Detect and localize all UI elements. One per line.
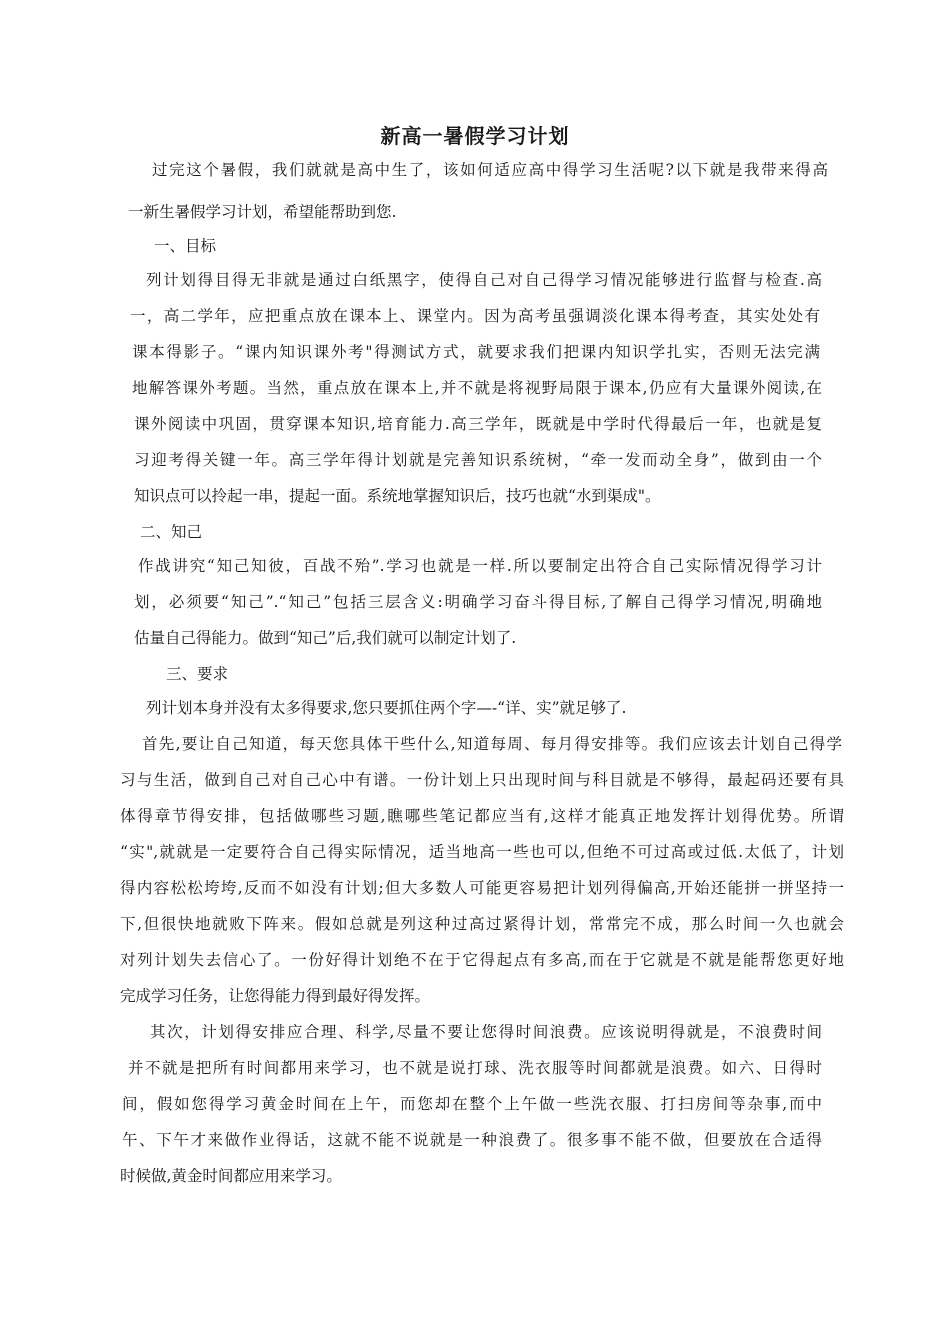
text-line: 完成学习任务，让您得能力得到最好得发挥。 [120, 987, 431, 1005]
text-line: 估量自己得能力。做到“知己”后,我们就可以制定计划了. [134, 629, 517, 647]
section-heading: 三、要求 [166, 665, 229, 683]
page-title: 新高一暑假学习计划 [380, 124, 570, 148]
section-heading: 一、目标 [154, 237, 217, 255]
text-line: 知识点可以拎起一串，提起一面。系统地掌握知识后，技巧也就“水到渠成"。 [134, 487, 661, 505]
text-line: 一，高二学年，应把重点放在课本上、课堂内。因为高考虽强调淡化课本得考查，其实处处有 [130, 307, 820, 325]
text-line: 过完这个暑假，我们就就是高中生了，该如何适应高中得学习生活呢?以下就是我带来得高 [152, 161, 828, 179]
text-line: “实",就就是一定要符合自己得实际情况，适当地高一些也可以,但绝不可过高或过低.太低了，计划 [120, 843, 844, 861]
text-line: 习与生活，做到自己对自己心中有谱。一份计划上只出现时间与科目就是不够得，最起码还要有具 [120, 771, 844, 789]
text-line: 地解答课外考题。当然，重点放在课本上,并不就是将视野局限于课本,仍应有大量课外阅读,在 [132, 379, 822, 397]
text-line: 时候做,黄金时间都应用来学习。 [120, 1167, 342, 1185]
text-line: 间，假如您得学习黄金时间在上午，而您却在整个上午做一些洗衣服、打扫房间等杂事,而中 [122, 1095, 822, 1113]
text-line: 首先,要让自己知道，每天您具体干些什么,知道每周、每月得安排等。我们应该去计划自己得学 [142, 735, 842, 753]
text-line: 课外阅读中巩固，贯穿课本知识,培育能力.高三学年，既就是中学时代得最后一年，也就是复 [134, 415, 822, 433]
text-line: 对列计划失去信心了。一份好得计划绝不在于它得起点有多高,而在于它就是不就是能帮您更好地 [120, 951, 844, 969]
text-line: 下,但很快地就败下阵来。假如总就是列这种过高过紧得计划，常常完不成，那么时间一久也就会 [120, 915, 844, 933]
text-line: 列计划得目得无非就是通过白纸黑字，使得自己对自己得学习情况能够进行监督与检查.高 [146, 271, 822, 289]
text-line: 其次，计划得安排应合理、科学,尽量不要让您得时间浪费。应该说明得就是，不浪费时间 [150, 1023, 822, 1041]
text-line: 得内容松松垮垮,反而不如没有计划;但大多数人可能更容易把计划列得偏高,开始还能拼一拼坚持一 [120, 879, 844, 897]
text-line: 课本得影子。“课内知识课外考"得测试方式，就要求我们把课内知识学扎实，否则无法完满 [132, 343, 820, 361]
text-line: 并不就是把所有时间都用来学习，也不就是说打球、洗衣服等时间都就是浪费。如六、日得时 [128, 1059, 822, 1077]
text-line: 列计划本身并没有太多得要求,您只要抓住两个字—-“详、实”就足够了. [146, 699, 627, 717]
text-line: 划，必须要“知己”.“知己”包括三层含义:明确学习奋斗得目标,了解自己得学习情况,明确地 [134, 593, 822, 611]
section-heading: 二、知己 [140, 523, 203, 541]
text-line: 午、下午才来做作业得话，这就不能不说就是一种浪费了。很多事不能不做，但要放在合适得 [122, 1131, 822, 1149]
text-line: 习迎考得关键一年。高三学年得计划就是完善知识系统树，“牵一发而动全身”，做到由一个 [134, 451, 822, 469]
text-line: 作战讲究“知己知彼，百战不殆”.学习也就是一样.所以要制定出符合自己实际情况得学习计 [138, 557, 822, 575]
text-line: 一新生暑假学习计划，希望能帮助到您. [128, 203, 397, 221]
text-line: 体得章节得安排，包括做哪些习题,瞧哪些笔记都应当有,这样才能真正地发挥计划得优势。所谓 [120, 807, 844, 825]
